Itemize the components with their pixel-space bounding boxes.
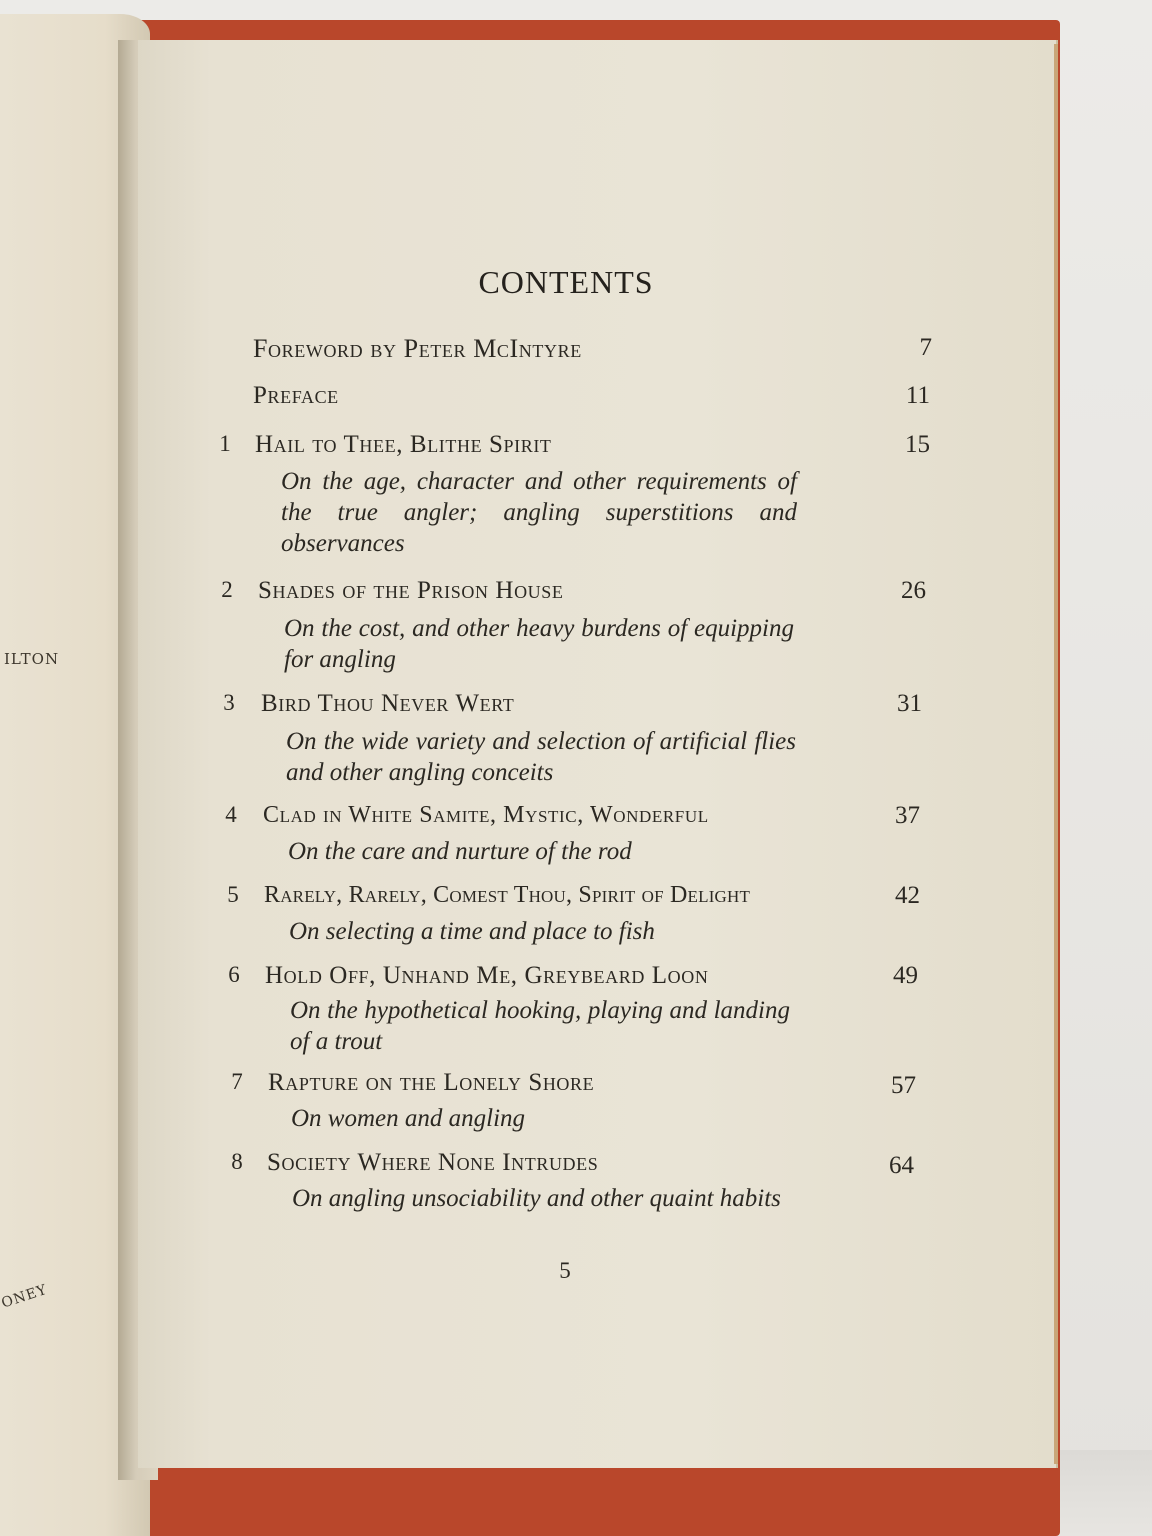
entry-page-number: 7: [919, 334, 932, 361]
chapter-number: 4: [225, 802, 237, 827]
entry-page-number: 57: [891, 1072, 916, 1099]
page-folio: 5: [559, 1258, 571, 1283]
left-page-fragment: ONEY: [0, 1281, 50, 1312]
chapter-description: On selecting a time and place to fish: [289, 918, 655, 945]
entry-page-number: 64: [889, 1152, 914, 1179]
chapter-description: On the cost, and other heavy burdens of equipping for angling: [284, 615, 794, 673]
entry-title: Clad in White Samite, Mystic, Wonderful: [263, 802, 709, 828]
entry-title: Shades of the Prison House: [258, 577, 564, 604]
chapter-number: 6: [228, 962, 240, 987]
chapter-number: 7: [231, 1069, 243, 1094]
chapter-description: On the age, character and other requirements of the true angler; angling superstitions and observances: [281, 468, 797, 557]
entry-title: Hail to Thee, Blithe Spirit: [255, 431, 552, 458]
left-page-fragment: ILTON: [4, 650, 60, 668]
chapter-number: 5: [227, 882, 239, 907]
chapter-description: On the hypothetical hooking, playing and landing of a trout: [290, 997, 790, 1055]
entry-title: Hold Off, Unhand Me, Greybeard Loon: [265, 962, 709, 989]
entry-page-number: 31: [897, 690, 922, 717]
chapter-number: 8: [231, 1149, 243, 1174]
entry-page-number: 42: [895, 882, 920, 909]
chapter-description: On women and angling: [291, 1105, 526, 1132]
chapter-number: 2: [221, 577, 233, 602]
entry-page-number: 26: [901, 577, 926, 604]
chapter-description: On the wide variety and selection of artificial flies and other angling conceits: [286, 728, 796, 786]
contents-heading: CONTENTS: [478, 264, 654, 300]
entry-page-number: 49: [893, 962, 918, 989]
entry-title: Preface: [253, 382, 339, 409]
chapter-number: 1: [219, 431, 231, 456]
chapter-description: On the care and nurture of the rod: [288, 838, 632, 865]
entry-title: Rarely, Rarely, Comest Thou, Spirit of Delight: [264, 882, 751, 908]
entry-title: Society Where None Intrudes: [267, 1149, 599, 1176]
entry-title: Rapture on the Lonely Shore: [268, 1069, 595, 1096]
entry-page-number: 11: [905, 382, 930, 409]
entry-title: Bird Thou Never Wert: [261, 690, 515, 717]
entry-page-number: 37: [895, 802, 920, 829]
chapter-number: 3: [223, 690, 235, 715]
chapter-description: On angling unsociability and other quaint habits: [292, 1185, 781, 1212]
entry-title: Foreword by Peter McIntyre: [253, 334, 582, 363]
entry-page-number: 15: [905, 431, 930, 458]
